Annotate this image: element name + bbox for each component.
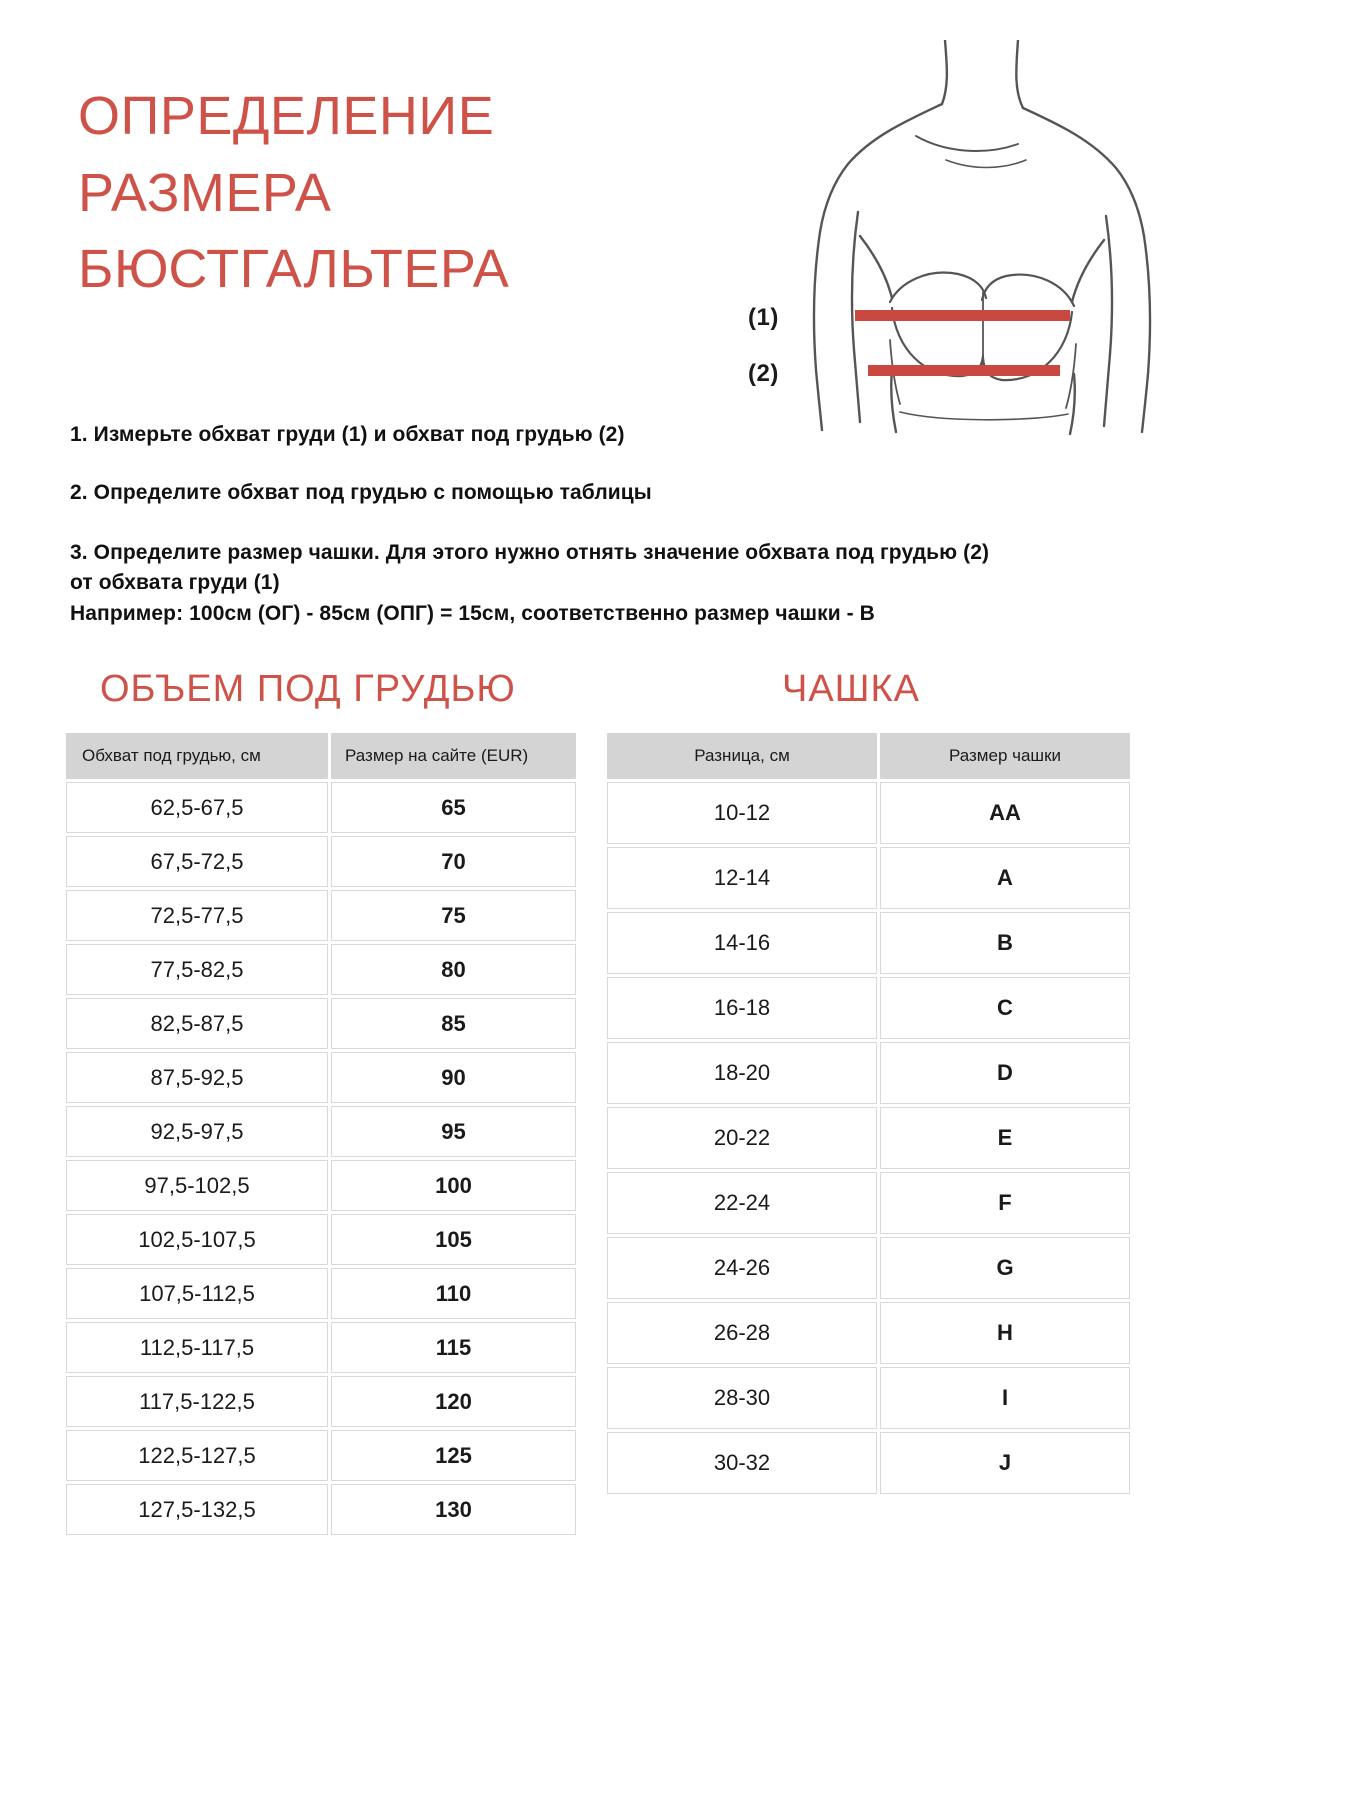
torso-illustration: [740, 40, 1315, 440]
table-cell-range: 87,5-92,5: [66, 1052, 328, 1103]
table-cell-range: 30-32: [607, 1432, 877, 1494]
table-cell-size: C: [880, 977, 1130, 1039]
table-cell-size: 65: [331, 782, 576, 833]
table-cell-range: 62,5-67,5: [66, 782, 328, 833]
illustration-label-1: (1): [748, 304, 779, 331]
instruction-step-3: [70, 538, 1280, 629]
table-cell-size: 85: [331, 998, 576, 1049]
band-size-table: [63, 730, 579, 1538]
table-cell-size: 90: [331, 1052, 576, 1103]
table-cell-size: D: [880, 1042, 1130, 1104]
band-table-body: [66, 782, 576, 1535]
table-cell-size: 125: [331, 1430, 576, 1481]
table-row: [66, 1214, 576, 1265]
table-cell-size: I: [880, 1367, 1130, 1429]
table-cell-size: E: [880, 1107, 1130, 1169]
table-cell-range: 24-26: [607, 1237, 877, 1299]
table-cell-range: 72,5-77,5: [66, 890, 328, 941]
table-cell-range: 12-14: [607, 847, 877, 909]
table-cell-size: 80: [331, 944, 576, 995]
band-table-col-header-size: Размер на сайте (EUR): [331, 733, 576, 779]
table-row: [66, 1484, 576, 1535]
cup-table-col-header-difference: Разница, см: [607, 733, 877, 779]
table-row: [66, 1430, 576, 1481]
table-cell-size: 115: [331, 1322, 576, 1373]
table-row: [66, 782, 576, 833]
table-row: [66, 1106, 576, 1157]
band-table-col-header-circumference: Обхват под грудью, см: [66, 733, 328, 779]
table-cell-size: 70: [331, 836, 576, 887]
cup-table-body: [607, 782, 1130, 1494]
table-cell-range: 122,5-127,5: [66, 1430, 328, 1481]
band-section-heading: ОБЪЕМ ПОД ГРУДЬЮ: [100, 668, 516, 710]
table-cell-size: 100: [331, 1160, 576, 1211]
table-cell-size: 105: [331, 1214, 576, 1265]
page-title-line-1: ОПРЕДЕЛЕНИЕ: [78, 86, 495, 146]
table-cell-size: 95: [331, 1106, 576, 1157]
table-cell-range: 28-30: [607, 1367, 877, 1429]
instruction-step-2: 2. Определите обхват под грудью с помощью таблицы: [70, 481, 652, 504]
table-cell-range: 102,5-107,5: [66, 1214, 328, 1265]
table-cell-range: 18-20: [607, 1042, 877, 1104]
page-title-line-2: РАЗМЕРА: [78, 162, 332, 223]
instruction-step-1: 1. Измерьте обхват груди (1) и обхват под грудью (2): [70, 423, 625, 446]
table-cell-size: 75: [331, 890, 576, 941]
table-row: [607, 1432, 1130, 1494]
table-row: [607, 912, 1130, 974]
table-cell-range: 20-22: [607, 1107, 877, 1169]
table-cell-size: 110: [331, 1268, 576, 1319]
table-cell-range: 10-12: [607, 782, 877, 844]
table-cell-range: 14-16: [607, 912, 877, 974]
table-cell-size: A: [880, 847, 1130, 909]
table-row: [66, 1268, 576, 1319]
page-title-line-3: БЮСТГАЛЬТЕРА: [78, 239, 510, 300]
table-row: [66, 1160, 576, 1211]
table-cell-range: 112,5-117,5: [66, 1322, 328, 1373]
table-cell-size: H: [880, 1302, 1130, 1364]
band-table-header-row: [66, 733, 576, 779]
instruction-step-3-line-1: 3. Определите размер чашки. Для этого нужно отнять значение обхвата под грудью (2): [70, 541, 990, 564]
table-cell-size: J: [880, 1432, 1130, 1494]
table-cell-size: AA: [880, 782, 1130, 844]
table-row: [607, 1107, 1130, 1169]
cup-table-col-header-cup: Размер чашки: [880, 733, 1130, 779]
table-row: [607, 847, 1130, 909]
table-cell-range: 82,5-87,5: [66, 998, 328, 1049]
table-cell-range: 97,5-102,5: [66, 1160, 328, 1211]
table-cell-size: 130: [331, 1484, 576, 1535]
table-cell-range: 107,5-112,5: [66, 1268, 328, 1319]
page-title: [78, 78, 698, 308]
table-cell-range: 77,5-82,5: [66, 944, 328, 995]
table-row: [607, 1042, 1130, 1104]
table-cell-range: 92,5-97,5: [66, 1106, 328, 1157]
table-cell-range: 67,5-72,5: [66, 836, 328, 887]
illustration-label-2: (2): [748, 360, 779, 387]
table-cell-range: 127,5-132,5: [66, 1484, 328, 1535]
measurement-bands: [740, 40, 1315, 440]
table-row: [607, 1237, 1130, 1299]
table-cell-size: F: [880, 1172, 1130, 1234]
instruction-step-3-example: Например: 100см (ОГ) - 85см (ОПГ) = 15см, соответственно размер чашки - B: [70, 601, 875, 625]
table-cell-range: 16-18: [607, 977, 877, 1039]
table-row: [607, 1367, 1130, 1429]
cup-size-table: [604, 730, 1133, 1497]
cup-table-header-row: [607, 733, 1130, 779]
table-cell-range: 22-24: [607, 1172, 877, 1234]
instruction-step-3-line-2: от обхвата груди (1): [70, 571, 280, 595]
table-row: [66, 1376, 576, 1427]
bust-measure-line: [855, 310, 1070, 321]
table-row: [66, 1322, 576, 1373]
table-row: [607, 1302, 1130, 1364]
table-row: [607, 1172, 1130, 1234]
table-cell-size: G: [880, 1237, 1130, 1299]
table-row: [66, 944, 576, 995]
table-cell-range: 117,5-122,5: [66, 1376, 328, 1427]
table-cell-size: 120: [331, 1376, 576, 1427]
table-row: [607, 977, 1130, 1039]
cup-section-heading: ЧАШКА: [782, 668, 920, 710]
table-row: [66, 836, 576, 887]
table-row: [66, 890, 576, 941]
table-row: [66, 998, 576, 1049]
table-cell-size: B: [880, 912, 1130, 974]
table-row: [607, 782, 1130, 844]
underbust-measure-line: [868, 365, 1060, 376]
table-row: [66, 1052, 576, 1103]
table-cell-range: 26-28: [607, 1302, 877, 1364]
